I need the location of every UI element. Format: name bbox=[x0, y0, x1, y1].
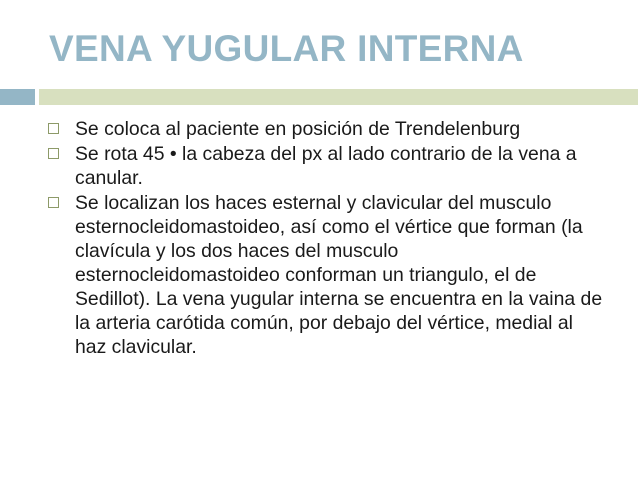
bullet-item-landmarks bbox=[46, 191, 606, 359]
bullet-item-rotation bbox=[46, 142, 606, 190]
title-divider-accent bbox=[0, 89, 35, 105]
bullet-item-position bbox=[46, 117, 606, 141]
bullet-text: Se localizan los haces esternal y clavicular del musculo esternocleidomastoideo, así como el vértice que forman (la clavícula y los dos haces del musculo esternocleidomastoideo conforman un triangulo, el de Sedillot). La vena yugular interna se encuentra en la vaina de la arteria carótida común, por debajo del vértice, medial al haz clavicular. bbox=[75, 192, 603, 358]
hollow-square-bullet-icon bbox=[48, 148, 59, 159]
title-divider-bar bbox=[39, 89, 638, 105]
bullet-text: Se rota 45 • la cabeza del px al lado contrario de la vena a canular. bbox=[75, 143, 577, 189]
hollow-square-bullet-icon bbox=[48, 197, 59, 208]
hollow-square-bullet-icon bbox=[48, 123, 59, 134]
bullet-list bbox=[46, 117, 606, 360]
slide-title: VENA YUGULAR INTERNA bbox=[49, 28, 524, 69]
bullet-text: Se coloca al paciente en posición de Trendelenburg bbox=[75, 118, 521, 140]
